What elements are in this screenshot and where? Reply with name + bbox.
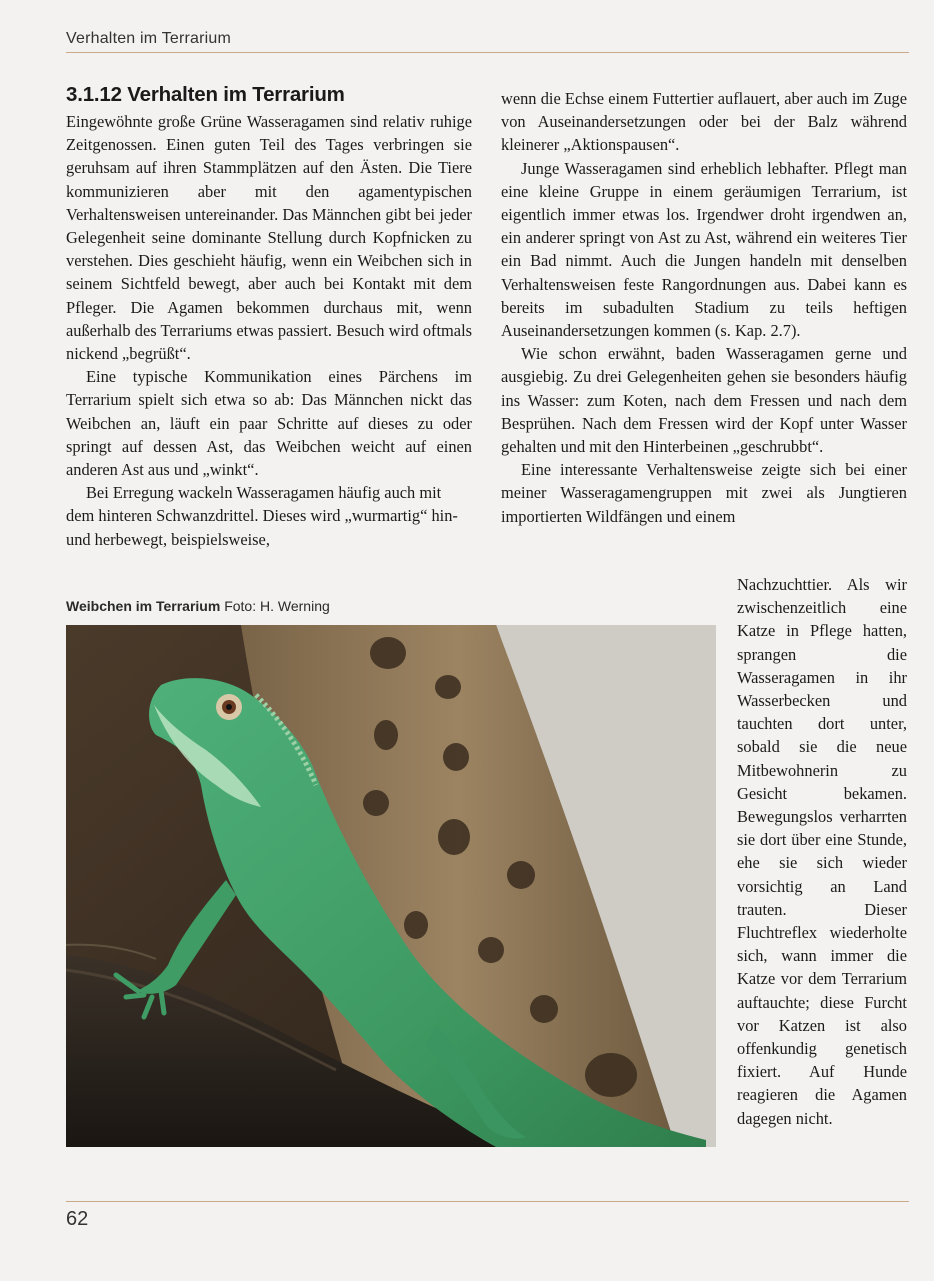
paragraph: Eine typische Kommunikation eines Pärchens im Terrarium spielt sich etwa so ab: Das Männchen nickt das Weibchen an, läuft ein paar Schritte auf dieses zu oder springt auf dessen Ast, das Weibchen weicht auf einen anderen Ast aus und „winkt“. bbox=[66, 367, 472, 480]
page-number: 62 bbox=[66, 1208, 89, 1230]
running-title: Verhalten im Terrarium bbox=[66, 30, 232, 47]
right-text-column bbox=[501, 87, 907, 528]
paragraph: Nachzuchttier. Als wir zwischenzeitlich eine Katze in Pflege hatten, sprangen die Wasseragamen in ihr Wasserbecken und tauchten dort unter, sobald sie die neue Mitbewohnerin zu Gesicht bekamen. Bewegungslos verharrten sie dort über eine Stunde, ehe sie sich wieder vorsichtig an Land trauten. Dieser Fluchtreflex wiederholte sich, wann immer die Katze vor dem Terrarium auftauchte; diese Furcht vor Katzen ist also offenkundig genetisch fixiert. Auf Hunde reagieren die Agamen dagegen nicht. bbox=[737, 575, 907, 1128]
caption-title: Weibchen im Terrarium bbox=[66, 598, 221, 614]
paragraph: Bei Erregung wackeln Wasseragamen häufig auch mit dem hinteren Schwanzdrittel. Dieses wird „wurmartig“ hin- und herbewegt, beispielsweise, bbox=[66, 483, 458, 549]
footer-rule bbox=[66, 1201, 909, 1202]
header-rule bbox=[66, 52, 909, 53]
water-dragon-illustration bbox=[66, 625, 716, 1147]
left-text-column bbox=[66, 110, 472, 551]
paragraph: Eine interessante Verhaltensweise zeigte sich bei einer meiner Wasseragamengruppen mit zwei als Jungtieren importierten Wildfängen und einem bbox=[501, 460, 907, 526]
section-heading: 3.1.12 Verhalten im Terrarium bbox=[66, 83, 345, 106]
paragraph: wenn die Echse einem Futtertier auflauert, aber auch im Zuge von Auseinandersetzungen oder bei der Balz während kleinerer „Aktionspausen“. bbox=[501, 89, 907, 155]
paragraph: Wie schon erwähnt, baden Wasseragamen gerne und ausgiebig. Zu drei Gelegenheiten gehen sie besonders häufig ins Wasser: zum Koten, nach dem Fressen und nach dem Besprühen. Nach dem Fressen wird der Kopf unter Wasser gehalten und mit den Hinterbeinen „geschrubbt“. bbox=[501, 344, 907, 457]
narrow-text-column bbox=[737, 573, 907, 1130]
paragraph: Eingewöhnte große Grüne Wasseragamen sind relativ ruhige Zeitgenossen. Einen guten Teil des Tages verbringen sie geruhsam auf ihren Stammplätzen auf den Ästen. Die Tiere kommunizieren aber mit den agamentypischen Verhaltensweisen untereinander. Das Männchen gibt bei jeder Gelegenheit seine dominante Stellung durch Kopfnicken zu verstehen. Dies geschieht häufig, wenn ein Weibchen sich in seinem Sichtfeld bewegt, aber auch bei Kontakt mit dem Pfleger. Die Agamen bekommen durchaus mit, wenn außerhalb des Terrariums etwas passiert. Besuch wird oftmals nickend „begrüßt“. bbox=[66, 112, 472, 364]
caption-credit: Foto: H. Werning bbox=[224, 598, 330, 614]
lizard-photo bbox=[66, 625, 716, 1147]
figure-caption bbox=[66, 598, 330, 614]
paragraph: Junge Wasseragamen sind erheblich lebhafter. Pflegt man eine kleine Gruppe in einem geräumigen Terrarium, ist eigentlich immer etwas los. Irgendwer droht irgendwen an, ein anderer springt von Ast zu Ast, während ein weiteres Tier ein Bad nimmt. Auch die Jungen handeln mit denselben Verhaltensweisen feste Rangordnungen aus. Dabei kann es bereits im subadulten Stadium zu teils heftigen Auseinandersetzungen kommen (s. Kap. 2.7). bbox=[501, 158, 907, 341]
